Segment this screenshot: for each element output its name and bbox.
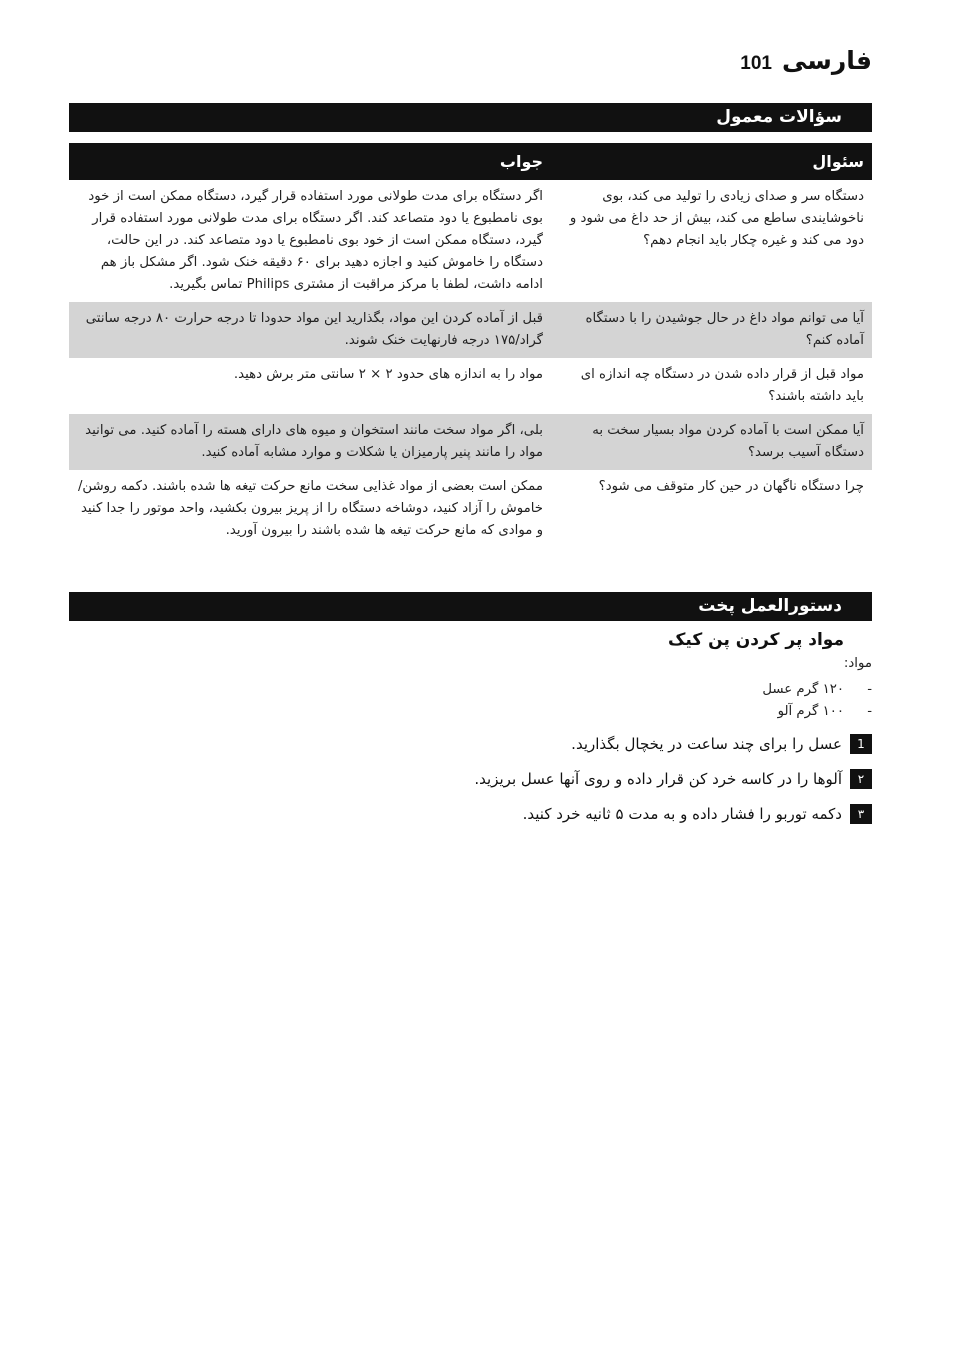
faq-row [69,180,872,302]
faq-header-row [69,143,872,180]
step-item [474,733,872,755]
step-number: ۳ [850,804,872,824]
faq-question: آیا ممکن است با آماده کردن مواد بسیار سخت به دستگاه آسیب برسد؟ [551,414,872,470]
question-column-header: سئوال [551,143,872,180]
answer-column-header: جواب [69,143,551,180]
ingredient-text: ۱۲۰ گرم عسل [762,682,844,697]
faq-section-title: سؤالات معمول [69,103,872,132]
step-item [474,803,872,825]
faq-answer: بلی، اگر مواد سخت مانند استخوان و میوه های دارای هسته را آماده کنید. می توانید مواد را مانند پنیر پارمیزان یا شکلات و موارد مشابه آماده کنید. [69,414,551,470]
ingredient-text: ۱۰۰ گرم آلو [777,704,844,719]
recipe-section-title: دستورالعمل پخت [69,592,872,621]
faq-row [69,414,872,470]
faq-question: چرا دستگاه ناگهان در حین کار متوقف می شود؟ [598,479,864,494]
language-title: فارسی [781,46,872,75]
step-number: ۲ [850,769,872,789]
faq-question: آیا می توانم مواد داغ در حال جوشیدن را با دستگاه آماده کنم؟ [551,302,872,358]
faq-answer: ممکن است بعضی از مواد غذایی سخت مانع حرکت تیغه ها شده باشند. دکمه روشن/خاموش را آزاد کنید، دوشاخه دستگاه را از پریز بیرون بکشید، واحد موتور را جدا کنید و موادی که مانع حرکت تیغه ها شده باشند را بیرون آورید. [77,479,543,538]
step-text: آلوها را در کاسه خرد کن قرار داده و روی آنها عسل بریزید. [474,770,842,788]
ingredient-item: - ۱۲۰ گرم عسل [762,679,872,701]
step-text: دکمه توربو را فشار داده و به مدت ۵ ثانیه خرد کنید. [522,805,842,823]
faq-table [69,143,872,548]
step-number: 1 [850,734,872,754]
faq-row [69,302,872,358]
faq-answer: مواد را به اندازه های حدود ۲ × ۲ سانتی متر برش دهید. [233,367,543,382]
recipe-title: مواد پر کردن پن کیک [668,630,844,650]
step-item [474,768,872,790]
ingredients-label: مواد: [843,656,872,671]
ingredient-item: - ۱۰۰ گرم آلو [762,701,872,723]
faq-answer: اگر دستگاه برای مدت طولانی مورد استفاده قرار گیرد، دستگاه ممکن است از خود بوی نامطبوع یا دود متصاعد کند. اگر دستگاه برای مدت طولانی مورد استفاده قرار گیرد، دستگاه ممکن است از خود بوی نامطبوع یا دود متصاعد کند. در این حالت، دستگاه را خاموش کنید و اجازه دهید برای ۶۰ دقیقه خنک شود. اگر مشکل باز هم ادامه داشت، لطفا با مرکز مراقبت از مشتری Philips تماس بگیرید. [88,189,543,292]
recipe-steps [474,733,872,838]
faq-question: دستگاه سر و صدای زیادی را تولید می کند، بوی ناخوشایندی ساطع می کند، بیش از حد داغ می شود و دود می کند و غیره چکار باید انجام دهم؟ [569,189,864,248]
faq-row [69,470,872,548]
step-text: عسل را برای چند ساعت در یخچال بگذارید. [571,735,842,753]
faq-row [69,358,872,414]
faq-answer: قبل از آماده کردن این مواد، بگذارید این مواد حدودا تا درجه حرارت ۸۰ درجه سانتی گراد/۱۷۵ درجه فارنهایت خنک شوند. [69,302,551,358]
faq-question: مواد قبل از قرار داده شدن در دستگاه چه اندازه ای باید داشته باشند؟ [580,367,864,404]
page-header [740,46,872,75]
ingredients-list [762,679,872,723]
page-number: 101 [740,53,772,74]
